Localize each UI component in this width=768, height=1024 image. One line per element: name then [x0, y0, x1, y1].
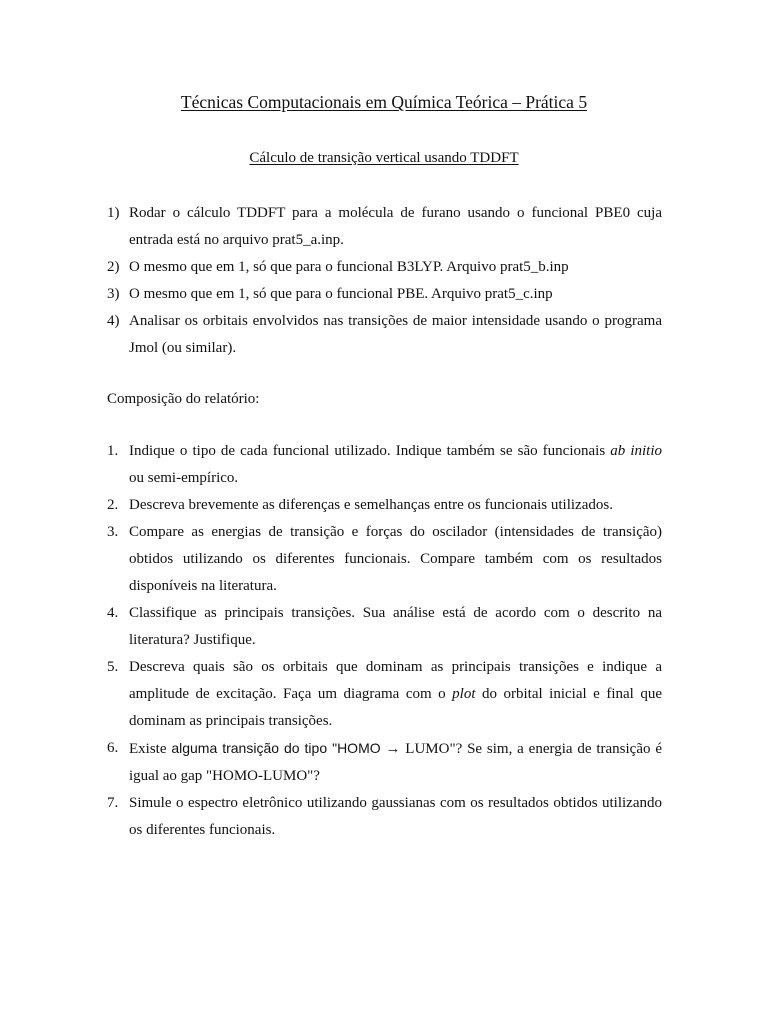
document-title: Técnicas Computacionais em Química Teórica – Prática 5 — [180, 92, 588, 112]
report-item — [107, 790, 662, 844]
report-text: Descreva brevemente as diferenças e semelhanças entre os funcionais utilizados. — [129, 497, 613, 513]
report-text: Descreva quais são os orbitais que dominam as principais transições e indique a amplitude de excitação. Faça um diagrama com o — [129, 659, 662, 702]
document-subtitle: Cálculo de transição vertical usando TDDFT — [249, 150, 519, 166]
report-text: Simule o espectro eletrônico utilizando gaussianas com os resultados obtidos utilizando os diferentes funcionais. — [129, 795, 662, 838]
report-item — [107, 438, 662, 492]
report-marker: 2. — [107, 497, 119, 513]
task-item — [107, 308, 662, 362]
report-text: ou semi-empírico. — [129, 470, 239, 486]
report-text: Compare as energias de transição e forças do oscilador (intensidades de transição) obtidos utilizando os diferentes funcionais. Compare também com os resultados disponíveis na literatura. — [129, 524, 662, 594]
task-item — [107, 281, 662, 308]
report-item — [107, 492, 662, 519]
report-sans-text: alguma transição do tipo "HOMO — [171, 740, 381, 756]
report-text: → LUMO"? Se sim, a energia de transição é igual ao gap "HOMO-LUMO"? — [129, 741, 662, 784]
report-heading: Composição do relatório: — [107, 391, 260, 407]
report-italic-text: ab initio — [610, 443, 663, 459]
report-marker: 6. — [107, 740, 119, 756]
task-text: Rodar o cálculo TDDFT para a molécula de furano usando o funcional PBE0 cuja entrada está no arquivo prat5_a.inp. — [129, 205, 662, 248]
report-text: do orbital inicial e final que dominam as principais transições. — [129, 686, 662, 729]
task-item — [107, 200, 662, 254]
report-list — [107, 438, 662, 844]
task-marker: 1) — [107, 205, 120, 221]
report-italic-text: plot — [452, 686, 476, 702]
report-marker: 1. — [107, 443, 119, 459]
report-text: Classifique as principais transições. Sua análise está de acordo com o descrito na literatura? Justifique. — [129, 605, 662, 648]
report-text: Existe — [129, 741, 172, 757]
report-text: Indique o tipo de cada funcional utilizado. Indique também se são funcionais — [129, 443, 611, 459]
task-text: O mesmo que em 1, só que para o funcional B3LYP. Arquivo prat5_b.inp — [129, 259, 569, 275]
report-item — [107, 735, 662, 790]
report-marker: 3. — [107, 524, 119, 540]
task-marker: 4) — [107, 313, 120, 329]
report-item — [107, 600, 662, 654]
task-item — [107, 254, 662, 281]
task-text: O mesmo que em 1, só que para o funcional PBE. Arquivo prat5_c.inp — [129, 286, 553, 302]
report-item — [107, 654, 662, 735]
report-marker: 4. — [107, 605, 119, 621]
task-marker: 3) — [107, 286, 120, 302]
report-marker: 5. — [107, 659, 119, 675]
task-marker: 2) — [107, 259, 120, 275]
report-item — [107, 519, 662, 600]
task-text: Analisar os orbitais envolvidos nas transições de maior intensidade usando o programa Jmol (ou similar). — [129, 313, 662, 356]
report-marker: 7. — [107, 795, 119, 811]
task-list — [107, 200, 662, 362]
